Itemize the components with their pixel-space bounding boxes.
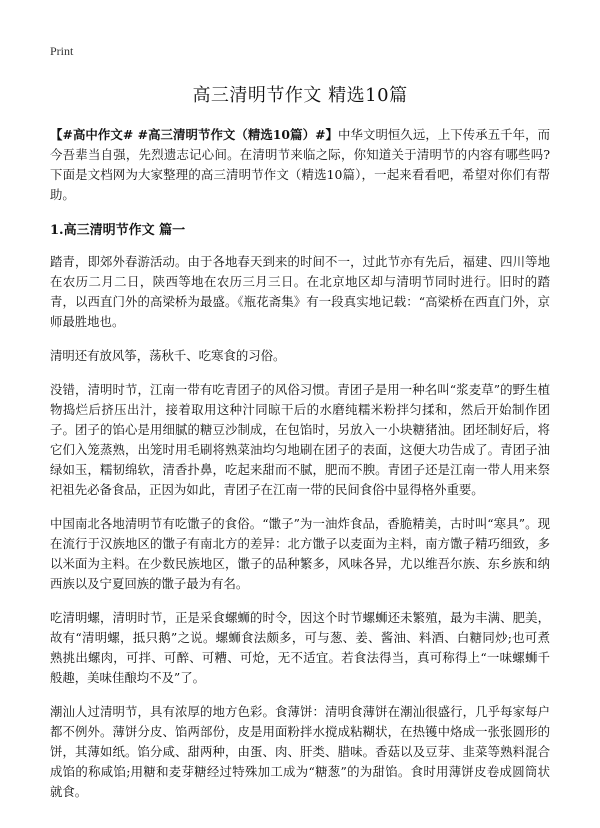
- section-heading: 1.高三清明节作文 篇一: [50, 223, 186, 238]
- page-title: 高三清明节作文 精选10篇: [192, 85, 408, 106]
- paragraph-5: 吃清明螺，清明时节，正是采食螺蛳的时令，因这个时节螺蛳还未繁殖，最为丰满、肥美，故有“清明螺，抵只鹅”之说。螺蛳食法颇多，可与葱、姜、酱油、料酒、白糖同炒;也可煮熟挑出螺肉，可拌、可醉、可糟、可炝，无不适宜。若食法得当，真可称得上“一味螺蛳千般趣，美味佳酿均不及”了。: [50, 610, 550, 685]
- paragraph-4: 中国南北各地清明节有吃馓子的食俗。“馓子”为一油炸食品，香脆精美，古时叫“寒具”。现在流行于汉族地区的馓子有南北方的差异：北方馓子以麦面为主料，南方馓子精巧细致，多以米面为主料。在少数民族地区，馓子的品种繁多，风味各异，尤以维吾尔族、东乡族和纳西族以及宁夏回族的馓子最为有名。: [50, 516, 550, 591]
- paragraph-2: 清明还有放风筝，荡秋千、吃寒食的习俗。: [50, 348, 286, 363]
- paragraph-6: 潮汕人过清明节，具有浓厚的地方色彩。食薄饼：清明食薄饼在潮汕很盛行，几乎每家每户都不例外。薄饼分皮、馅两部份，皮是用面粉拌水搅成粘糊状，在热镬中烙成一张张圆形的饼，其薄如纸。馅分咸、甜两种，由蛋、肉、肝类、腊味。香菇以及豆芽、韭菜等熟料混合成馅的称咸馅;用糖和麦芽糖经过特殊加工成为“糖葱”的为甜馅。食时用薄饼皮卷成圆筒状就食。: [50, 704, 550, 799]
- intro-text: 中华文明恒久远，上下传承五千年，而今吾辈当自强，先烈遗志记心间。在清明节来临之际，你知道关于清明节的内容有哪些吗?下面是文档网为大家整理的高三清明节作文（精选10篇），一起来看看吧，希望对你们有帮助。: [50, 127, 550, 202]
- intro-paragraph: [50, 125, 550, 205]
- paragraph-3: 没错，清明时节，江南一带有吃青团子的风俗习惯。青团子是用一种名叫“浆麦草”的野生植物捣烂后挤压出汁，接着取用这种汁同晾干后的水磨纯糯米粉拌匀揉和，然后开始制作团子。团子的馅心是用细腻的糖豆沙制成，在包馅时，另放入一小块糖猪油。团坯制好后，将它们入笼蒸熟，出笼时用毛刷将熟菜油均匀地刷在团子的表面，这便大功告成了。青团子油绿如玉，糯韧绵软，清香扑鼻，吃起来甜而不腻，肥而不腴。青团子还是江南一带人用来祭祀祖先必备食品，正因为如此，青团子在江南一带的民间食俗中显得格外重要。: [50, 382, 550, 497]
- paragraph-1: 踏青，即郊外春游活动。由于各地春天到来的时间不一，过此节亦有先后，福建、四川等地在农历二月二日，陕西等地在农历三月三日。在北京地区却与清明节同时进行。旧时的踏青，以西直门外的高梁桥为最盛。《瓶花斋集》有一段真实地记载：“高梁桥在西直门外，京师最胜地也。: [50, 254, 550, 329]
- print-link[interactable]: Print: [50, 44, 74, 58]
- intro-tag: 【#高中作文# #高三清明节作文（精选10篇）#】: [50, 127, 339, 142]
